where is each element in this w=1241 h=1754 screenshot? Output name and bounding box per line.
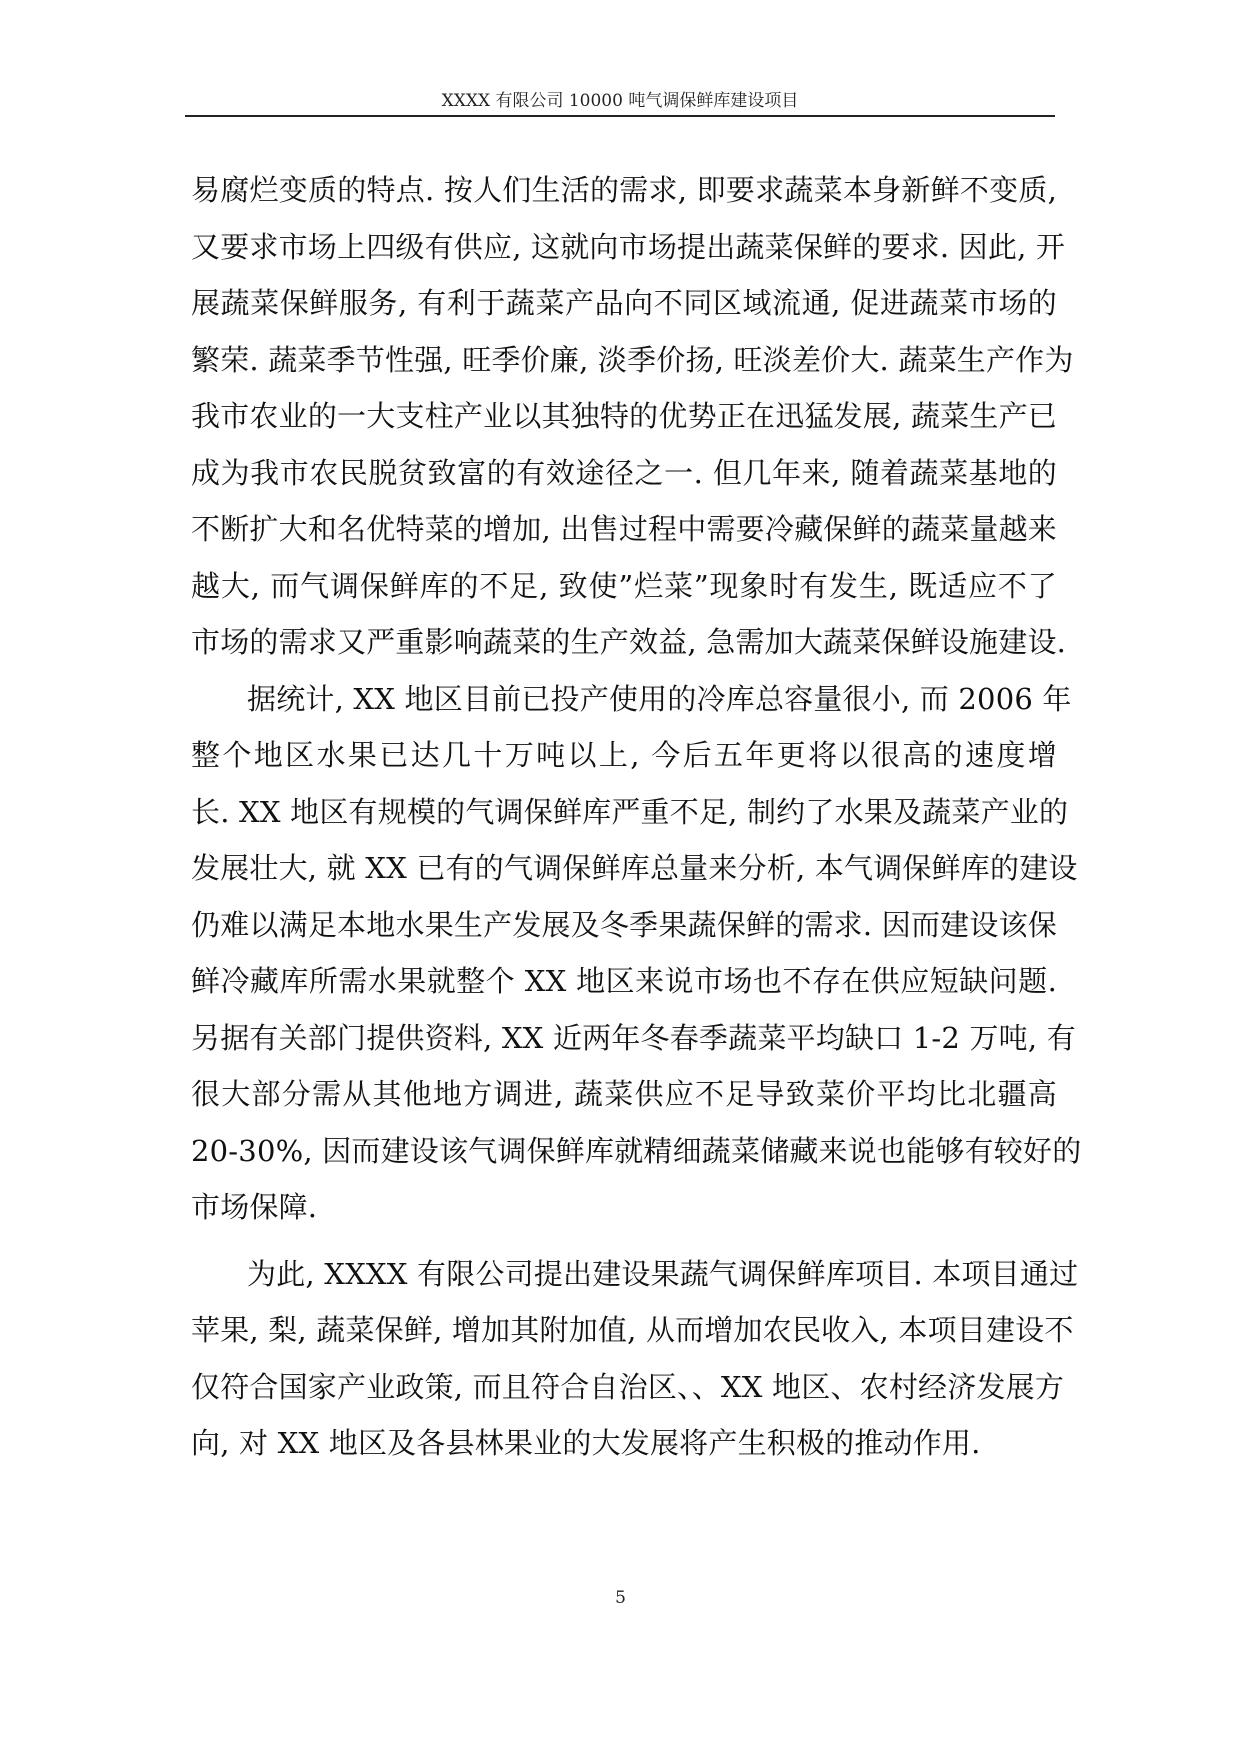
text-line: 整个地区水果已达几十万吨以上, 今后五年更将以很高的速度增	[191, 738, 1057, 772]
text-line: 越大, 而气调保鲜库的不足, 致使”烂菜”现象时有发生, 既适应不了	[191, 568, 1057, 603]
page-number: 5	[615, 1588, 626, 1608]
paragraph-2	[191, 671, 1082, 1236]
document-body	[191, 162, 1082, 1472]
text-line: 成为我市农民脱贫致富的有效途径之一. 但几年来, 随着蔬菜基地的	[191, 455, 1057, 490]
text-line: 很大部分需从其他地方调进, 蔬菜供应不足导致菜价平均比北疆高	[191, 1077, 1057, 1111]
text-line: 发展壮大, 就 XX 已有的气调保鲜库总量来分析, 本气调保鲜库的建设	[191, 851, 1078, 885]
text-line: 长. XX 地区有规模的气调保鲜库严重不足, 制约了水果及蔬菜产业的	[191, 794, 1069, 829]
text-line: 为此, XXXX 有限公司提出建设果蔬气调保鲜库项目. 本项目通过	[247, 1256, 1079, 1291]
paragraph-spacer	[191, 1236, 1057, 1246]
text-line: 展蔬菜保鲜服务, 有利于蔬菜产品向不同区域流通, 促进蔬菜市场的	[191, 286, 1057, 320]
text-line: 市场的需求又严重影响蔬菜的生产效益, 急需加大蔬菜保鲜设施建设.	[191, 625, 1067, 659]
text-line: 仍难以满足本地水果生产发展及冬季果蔬保鲜的需求. 因而建设该保	[191, 907, 1057, 942]
paragraph-3	[191, 1246, 1079, 1472]
text-line: 不断扩大和名优特菜的增加, 出售过程中需要冷藏保鲜的蔬菜量越来	[191, 512, 1057, 546]
page-header: XXXX 有限公司 10000 吨气调保鲜库建设项目	[441, 91, 799, 111]
text-line: 苹果, 梨, 蔬菜保鲜, 增加其附加值, 从而增加农民收入, 本项目建设不	[191, 1313, 1074, 1347]
text-line: 鲜冷藏库所需水果就整个 XX 地区来说市场也不存在供应短缺问题.	[191, 964, 1057, 998]
text-line: 向, 对 XX 地区及各县林果业的大发展将产生积极的推动作用.	[191, 1426, 981, 1460]
text-line: 我市农业的一大支柱产业以其独特的优势正在迅猛发展, 蔬菜生产已	[191, 399, 1057, 433]
text-line: 仅符合国家产业政策, 而且符合自治区、、XX 地区、农村经济发展方	[191, 1369, 1065, 1404]
header-rule	[185, 115, 1055, 117]
text-line: 繁荣. 蔬菜季节性强, 旺季价廉, 淡季价扬, 旺淡差价大. 蔬菜生产作为	[191, 342, 1074, 377]
text-line: 20-30%, 因而建设该气调保鲜库就精细蔬菜储藏来说也能够有较好的	[191, 1133, 1082, 1168]
text-line: 另据有关部门提供资料, XX 近两年冬春季蔬菜平均缺口 1-2 万吨, 有	[191, 1020, 1076, 1055]
text-line: 市场保障.	[191, 1190, 318, 1224]
text-line: 据统计, XX 地区目前已投产使用的冷库总容量很小, 而 2006 年	[247, 681, 1072, 716]
text-line: 又要求市场上四级有供应, 这就向市场提出蔬菜保鲜的要求. 因此, 开	[191, 229, 1066, 264]
text-line: 易腐烂变质的特点. 按人们生活的需求, 即要求蔬菜本身新鲜不变质,	[191, 173, 1057, 207]
paragraph-1	[191, 162, 1074, 671]
